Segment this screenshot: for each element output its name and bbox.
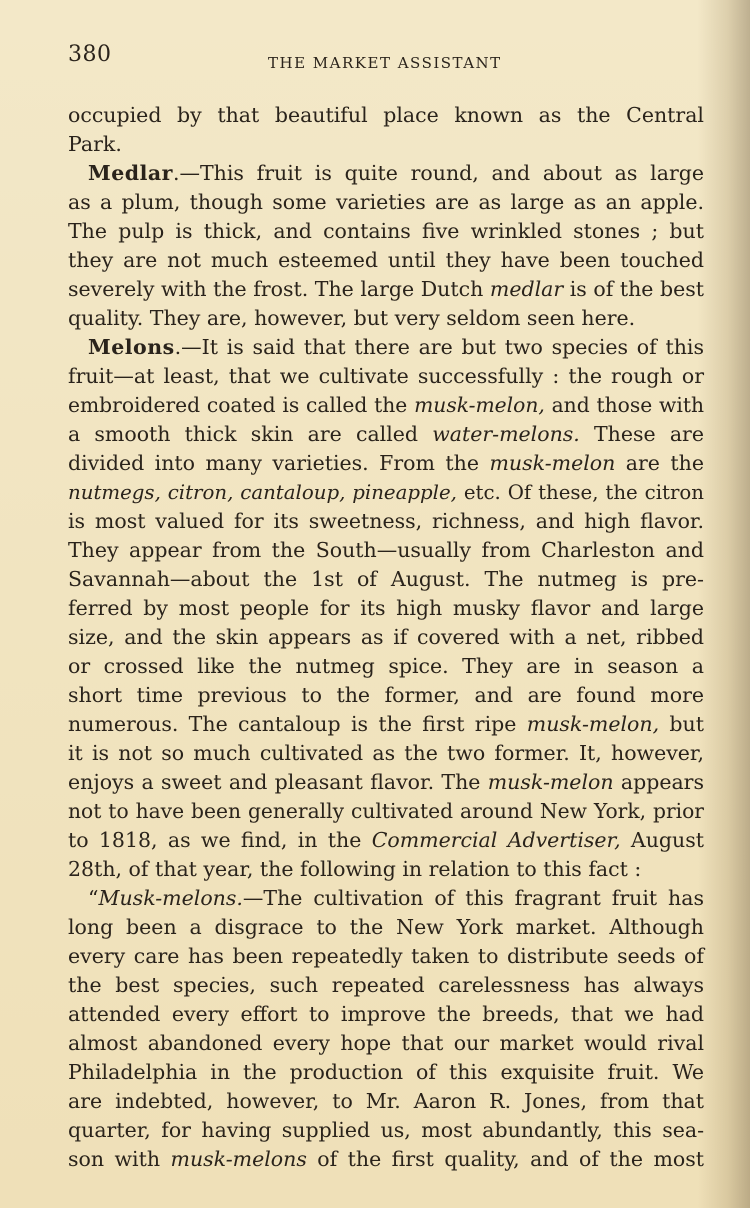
text-segment: Park.: [68, 132, 122, 156]
italic-text: Musk-melons.: [98, 886, 243, 910]
text-segment: and those with: [544, 393, 705, 417]
running-head: [68, 42, 708, 72]
text-line: [68, 565, 704, 594]
page-number: 380: [68, 42, 112, 67]
text-segment: —The cultivation of this fragrant fruit has: [242, 886, 704, 910]
text-line: [68, 101, 704, 130]
text-line: [68, 391, 704, 420]
text-segment: son with: [68, 1147, 171, 1171]
text-line: [68, 739, 704, 768]
text-segment: is of the best: [563, 277, 704, 301]
italic-text: water-melons.: [432, 422, 580, 446]
text-line: [68, 1029, 704, 1058]
section-heading: Medlar: [88, 161, 173, 185]
text-segment: fruit—at least, that we cultivate successfully : the rough or: [68, 364, 704, 388]
text-line: [68, 304, 704, 333]
text-segment: size, and the skin appears as if covered with a net, ribbed: [68, 625, 704, 649]
text-segment: almost abandoned every hope that our market would rival: [68, 1031, 704, 1055]
text-segment: embroidered coated is called the: [68, 393, 415, 417]
text-segment: .—This fruit is quite round, and about as large: [172, 161, 704, 185]
text-line: [68, 1058, 704, 1087]
text-segment: a smooth thick skin are called: [68, 422, 433, 446]
italic-text: medlar: [489, 277, 564, 301]
text-line: [68, 797, 704, 826]
text-line: [68, 159, 704, 188]
text-line: [68, 855, 704, 884]
text-segment: long been a disgrace to the New York market. Although: [68, 915, 704, 939]
text-line: [68, 507, 704, 536]
text-segment: they are not much esteemed until they have been touched: [68, 248, 704, 272]
text-segment: are indebted, however, to Mr. Aaron R. Jones, from that: [68, 1089, 704, 1113]
italic-text: musk-melon,: [526, 712, 660, 736]
text-line: [68, 594, 704, 623]
text-segment: 28th, of that year, the following in relation to this fact :: [68, 857, 642, 881]
text-segment: of the first quality, and of the most: [306, 1147, 704, 1171]
text-segment: every care has been repeatedly taken to distribute seeds of: [68, 944, 704, 968]
text-segment: numerous. The cantaloup is the first ripe: [68, 712, 527, 736]
italic-text: musk-melons: [170, 1147, 307, 1171]
text-line: [68, 217, 704, 246]
text-segment: appears: [613, 770, 704, 794]
text-segment: quarter, for having supplied us, most abundantly, this sea-: [68, 1118, 704, 1142]
text-segment: but: [659, 712, 704, 736]
text-segment: Philadelphia in the production of this exquisite fruit. We: [68, 1060, 704, 1084]
text-line: [68, 333, 704, 362]
text-line: [68, 826, 704, 855]
text-segment: divided into many varieties. From the: [68, 451, 490, 475]
text-segment: etc. Of these, the citron: [456, 481, 704, 504]
text-segment: as a plum, though some varieties are as large as an apple.: [68, 190, 704, 214]
text-segment: They appear from the South—usually from Charleston and: [68, 538, 704, 562]
text-segment: enjoys a sweet and pleasant flavor. The: [68, 770, 488, 794]
text-segment: ferred by most people for its high musky flavor and large: [68, 596, 704, 620]
text-line: [68, 246, 704, 275]
text-line: [68, 971, 704, 1000]
text-line: [68, 884, 704, 913]
text-line: [68, 710, 704, 739]
italic-text: musk-melon,: [414, 393, 545, 417]
text-line: [68, 681, 704, 710]
text-segment: “: [88, 886, 99, 910]
text-line: [68, 1087, 704, 1116]
text-line: [68, 1116, 704, 1145]
text-line: [68, 275, 704, 304]
text-segment: attended every effort to improve the breeds, that we had: [68, 1002, 704, 1026]
text-segment: is most valued for its sweetness, richness, and high flavor.: [68, 509, 704, 533]
body-text: [68, 101, 704, 1174]
text-line: [68, 130, 704, 159]
italic-text: Commercial Advertiser,: [371, 828, 621, 852]
text-segment: .—It is said that there are but two species of this: [174, 335, 704, 359]
italic-text: musk-melon: [487, 770, 614, 794]
text-line: [68, 942, 704, 971]
text-segment: These are: [579, 422, 704, 446]
text-segment: or crossed like the nutmeg spice. They are in season a: [68, 654, 704, 678]
text-segment: to 1818, as we find, in the: [68, 828, 372, 852]
text-line: [68, 768, 704, 797]
text-segment: Savannah—about the 1st of August. The nutmeg is pre-: [68, 567, 704, 591]
text-segment: are the: [615, 451, 704, 475]
text-line: [68, 1000, 704, 1029]
text-line: [68, 362, 704, 391]
text-line: [68, 536, 704, 565]
text-segment: it is not so much cultivated as the two former. It, however,: [68, 741, 704, 765]
text-line: [68, 420, 704, 449]
text-segment: severely with the frost. The large Dutch: [68, 277, 490, 301]
text-line: [68, 1145, 704, 1174]
section-heading: Melons: [88, 335, 175, 359]
text-segment: The pulp is thick, and contains five wrinkled stones ; but: [68, 219, 704, 243]
text-segment: the best species, such repeated carelessness has always: [68, 973, 704, 997]
text-line: [68, 913, 704, 942]
text-segment: short time previous to the former, and are found more: [68, 683, 704, 707]
text-line: [68, 449, 704, 478]
text-segment: August: [620, 828, 705, 852]
italic-text: musk-melon: [489, 451, 616, 475]
text-segment: not to have been generally cultivated around New York, prior: [68, 799, 704, 823]
text-line: [68, 652, 704, 681]
text-segment: quality. They are, however, but very seldom seen here.: [68, 306, 636, 330]
text-line: [68, 188, 704, 217]
running-title: THE MARKET ASSISTANT: [268, 54, 502, 72]
text-line: [68, 623, 704, 652]
text-segment: occupied by that beautiful place known as the Central: [68, 103, 704, 127]
text-line: [68, 478, 704, 507]
italic-text: nutmegs, citron, cantaloup, pineapple,: [68, 481, 457, 504]
